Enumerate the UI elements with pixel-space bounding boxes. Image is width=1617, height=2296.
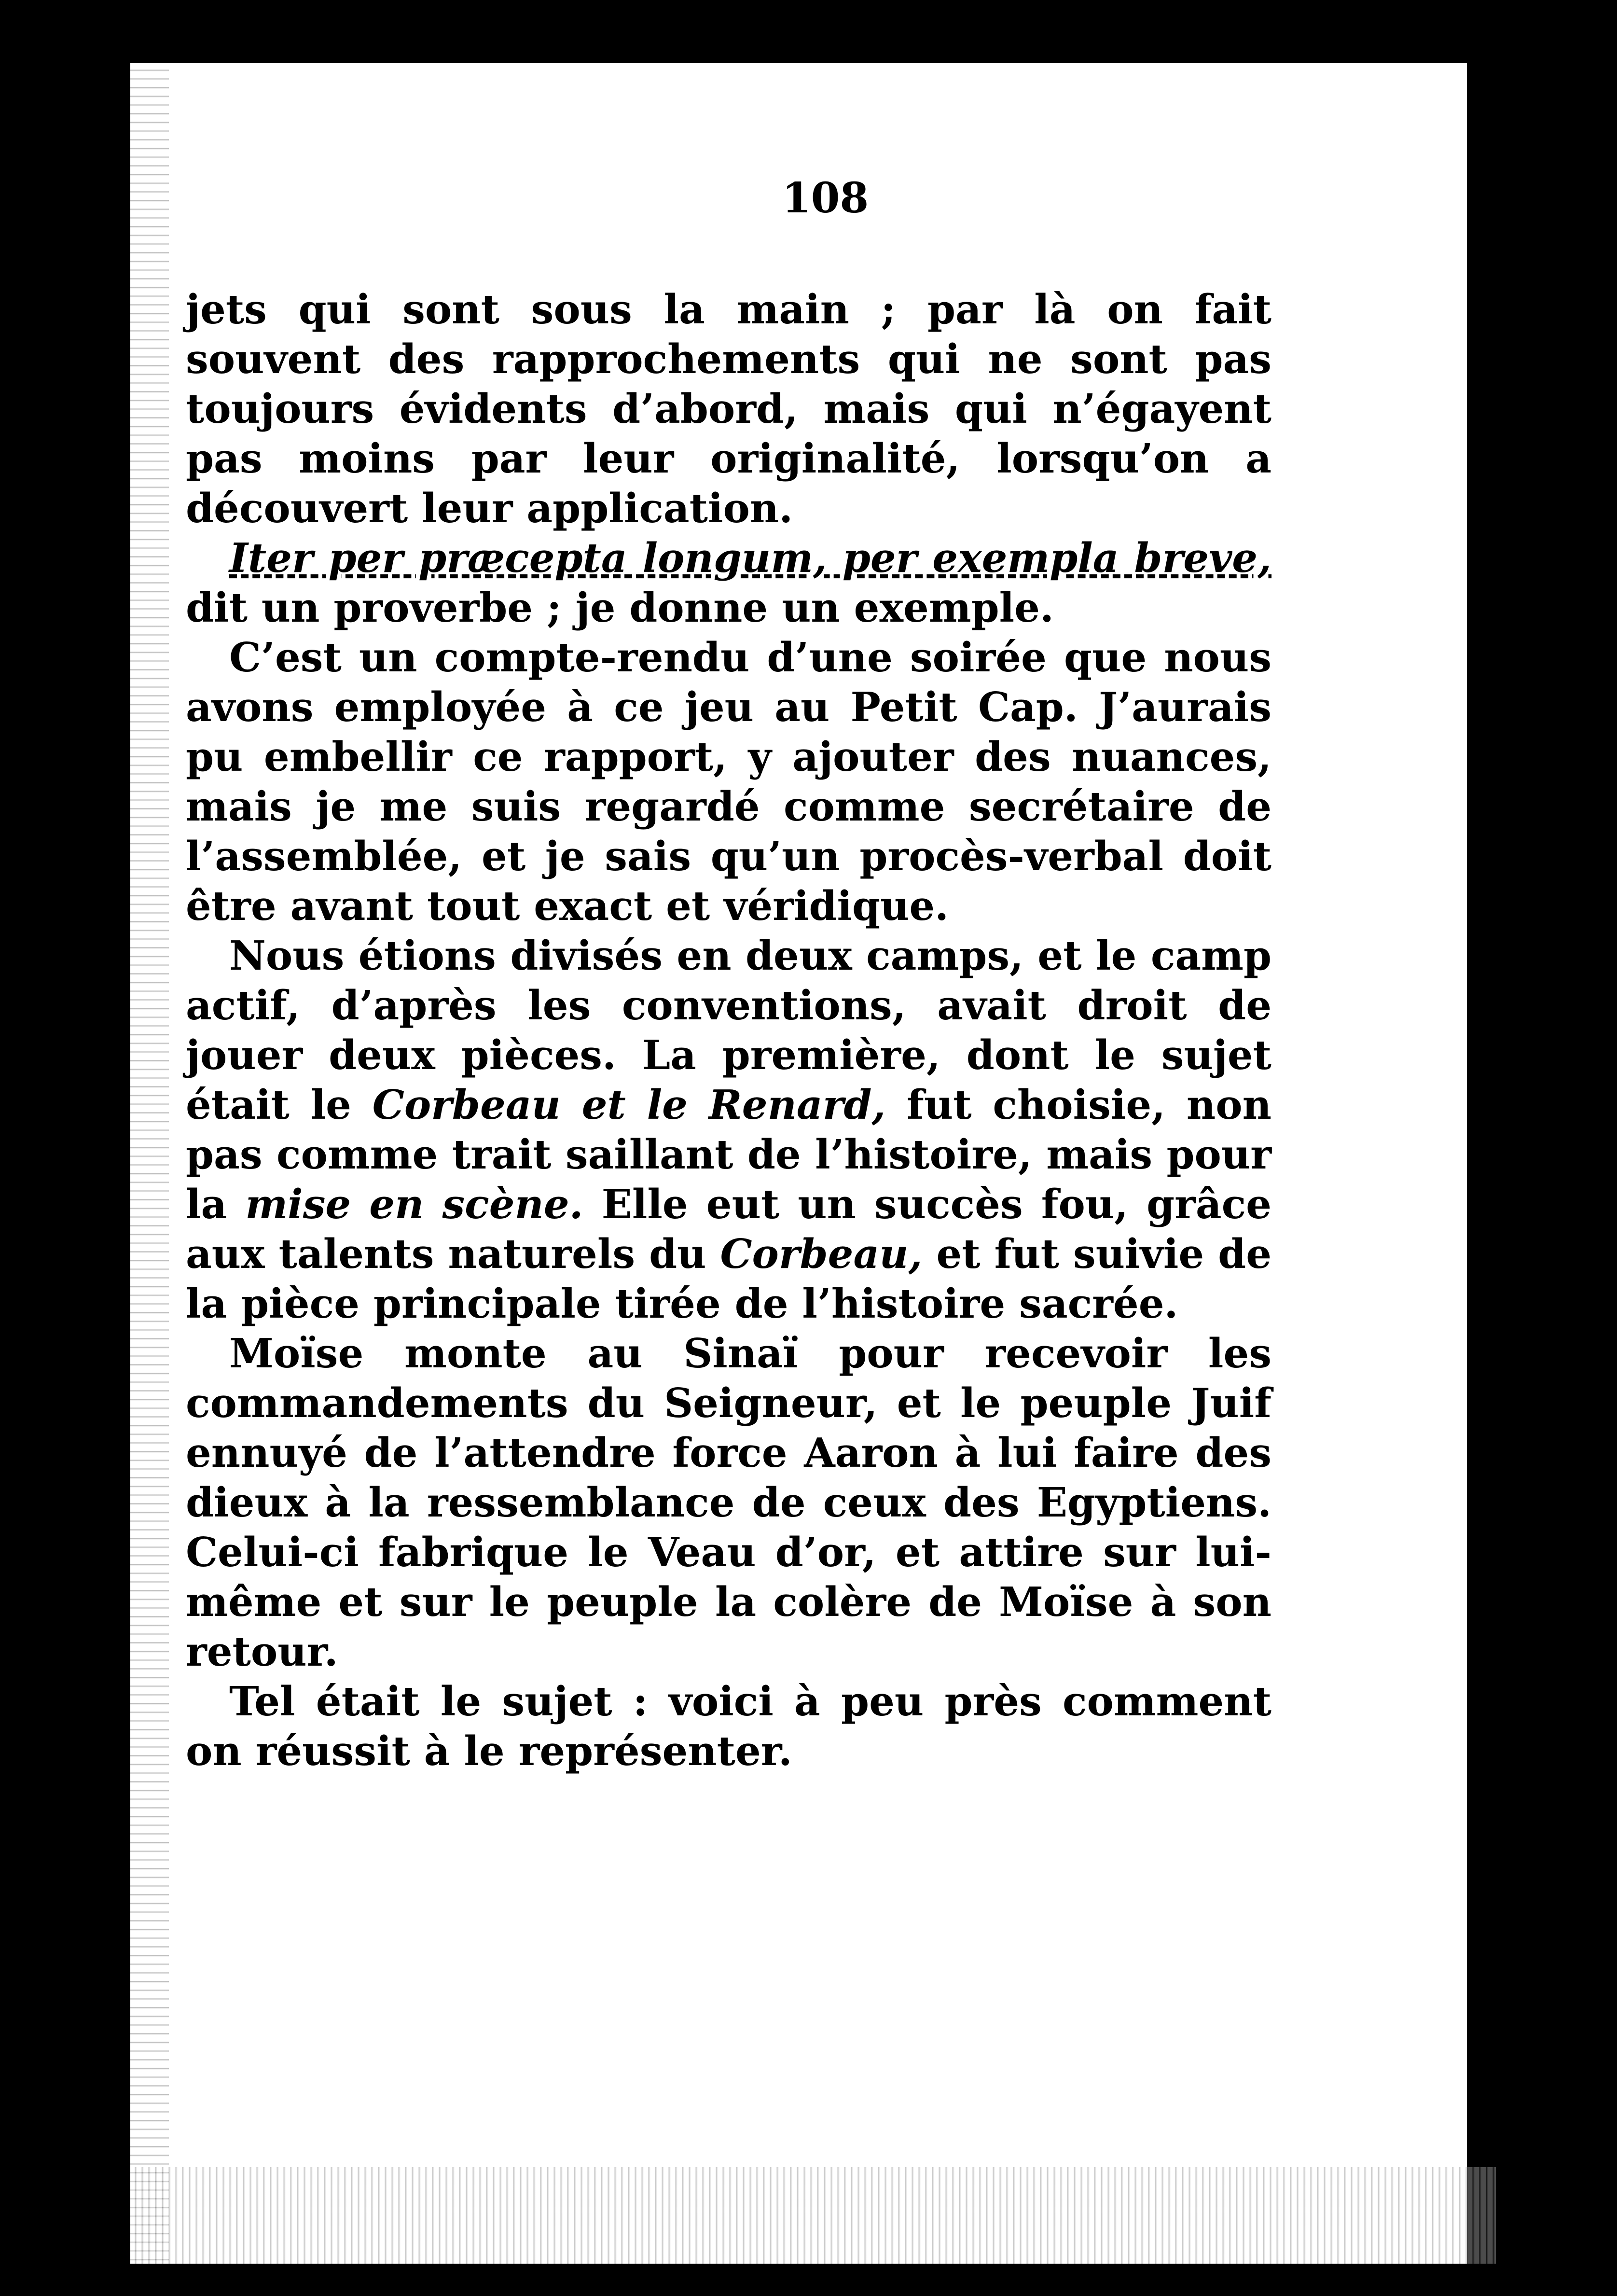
fable-title: Corbeau et le Renard, [372, 1081, 886, 1128]
paragraph-6: Tel était le sujet : voici à peu près comment on réussit à le représenter. [186, 1678, 1271, 1775]
paragraph-4-d: et fut suivie de la pièce principale tirée de l’histoire sacrée. [186, 1230, 1271, 1327]
paragraph-2-rest: dit un proverbe ; je donne un exemple. [186, 584, 1054, 631]
page-gutter-edge [130, 63, 169, 2264]
paragraph-2 [186, 533, 1271, 633]
mise-en-scene: mise en scène. [245, 1181, 583, 1228]
paragraph-4-a: Nous étions divisés en deux camps, et le camp actif, d’après les conventions, avait droit de jouer deux pièces. La première, dont le sujet était le [186, 932, 1271, 1128]
paragraph-4-c: Elle eut un succès fou, grâce aux talents naturels du [186, 1181, 1271, 1278]
body-text [186, 285, 1271, 1776]
page-number: 108 [782, 174, 869, 223]
paragraph-3: C’est un compte-rendu d’une soirée que nous avons employée à ce jeu au Petit Cap. J’aurais pu embellir ce rapport, y ajouter des nuances, mais je me suis regardé comme secrétaire de l’assemblée, et je sais qu’un procès-verbal doit être avant tout exact et véridique. [186, 634, 1271, 930]
page-right-edge [1467, 63, 1496, 2264]
paragraph-4 [186, 931, 1271, 1329]
paragraph-5: Moïse monte au Sinaï pour recevoir les commandements du Seigneur, et le peuple Juif ennuyé de l’attendre force Aaron à lui faire des dieux à la ressemblance de ceux des Egyptiens. Celui-ci fabrique le Veau d’or, et attire sur lui-même et sur le peuple la colère de Moïse à son retour. [186, 1330, 1271, 1675]
paragraph-4-b: fut choisie, non pas comme trait saillant de l’histoire, mais pour la [186, 1081, 1271, 1228]
paragraph-1: jets qui sont sous la main ; par là on fait souvent des rapprochements qui ne sont pas toujours évidents d’abord, mais qui n’égayent pas moins par leur originalité, lorsqu’on a découvert leur application. [186, 286, 1271, 532]
page-bottom-edge [130, 2167, 1496, 2264]
corbeau-italic: Corbeau, [720, 1230, 923, 1278]
latin-proverb: Iter per præcepta longum, per exempla breve, [229, 534, 1271, 582]
